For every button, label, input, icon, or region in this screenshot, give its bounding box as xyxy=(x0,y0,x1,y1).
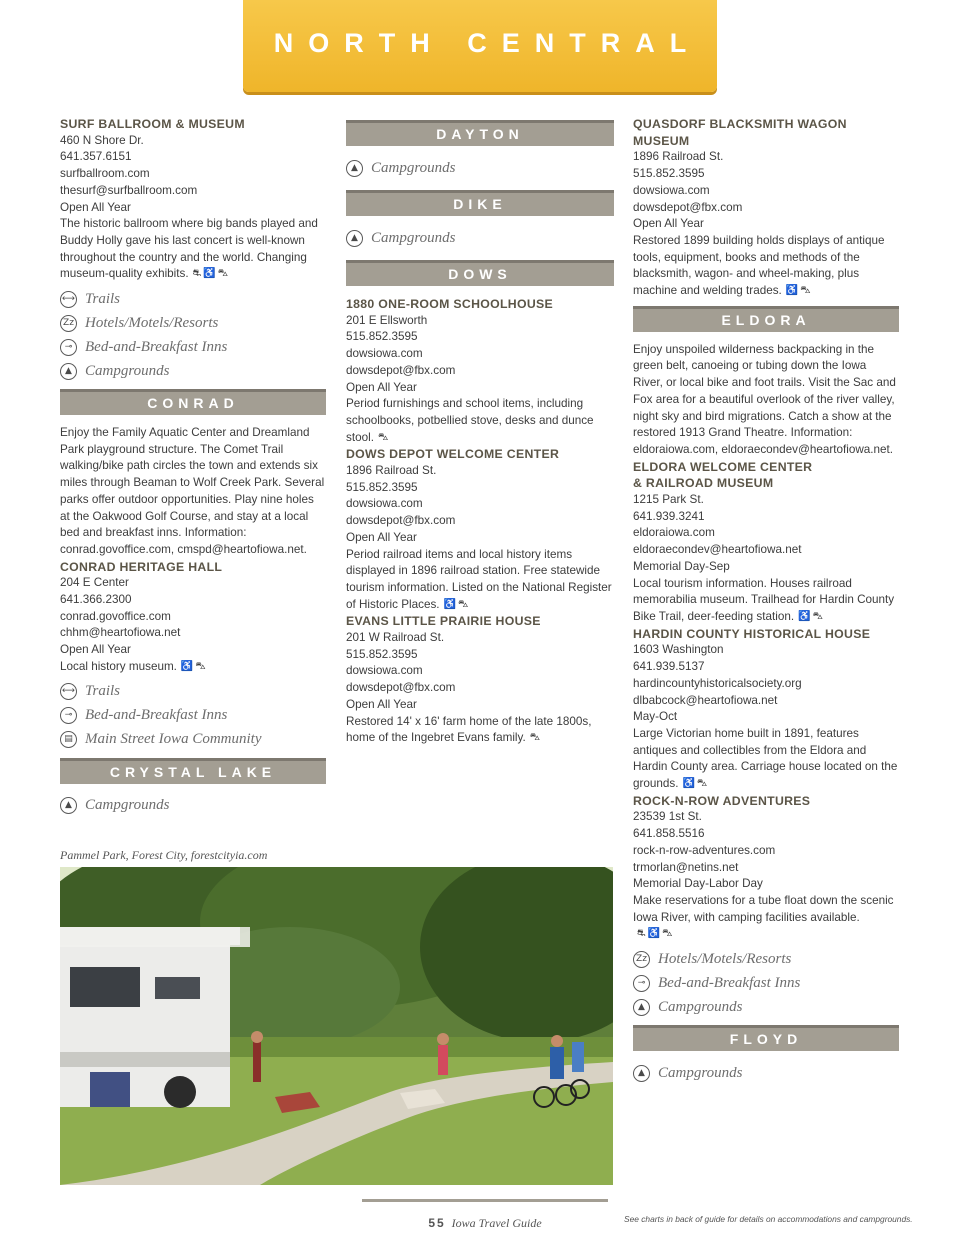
section-bar-eldora: ELDORA xyxy=(633,306,899,332)
listing-phone: 641.858.5516 xyxy=(633,827,705,841)
section-bar-conrad: CONRAD xyxy=(60,389,326,415)
photo-caption: Pammel Park, Forest City, forestcityia.com xyxy=(60,848,268,862)
description-text: Local tourism information. Houses railroad memorabilia museum. Trailhead for Hardin County Bike Trail, deer-feeding station. xyxy=(633,576,895,623)
listing-hours: Open All Year xyxy=(633,217,704,231)
tent-icon: ▲ xyxy=(60,363,77,380)
description-text: Restored 1899 building holds displays of antique tools, equipment, books and methods of the blacksmith, wagon- and wheel-making, plus machine and welding trades. xyxy=(633,233,885,298)
listing-email[interactable]: dowsdepot@fbx.com xyxy=(346,681,456,695)
listing-phone: 515.852.3595 xyxy=(346,480,418,494)
listing-hours: Open All Year xyxy=(346,530,417,544)
description-text: Local history museum. xyxy=(60,659,177,673)
listing-hardin-county-house xyxy=(633,626,899,793)
listing-dows-depot xyxy=(346,446,614,613)
link-campgrounds[interactable] xyxy=(346,156,614,180)
tent-icon: ▲ xyxy=(346,230,363,247)
listing-evans-house xyxy=(346,613,614,747)
listing-description xyxy=(346,547,614,614)
listing-description xyxy=(633,576,899,626)
amenity-icons: ⛍ xyxy=(529,732,543,744)
listing-hours: Memorial Day-Sep xyxy=(633,559,730,573)
listing-address: 201 E Ellsworth xyxy=(346,313,428,327)
listing-website[interactable]: dowsiowa.com xyxy=(346,347,423,361)
hotel-icon: Zz xyxy=(60,315,77,332)
description-text: Large Victorian home built in 1891, features antiques and collectibles from the Eldora and Hardin County area. Carriage house located on the grounds. xyxy=(633,726,898,791)
listing-address: 1603 Washington xyxy=(633,643,724,657)
link-bed-and-breakfast[interactable] xyxy=(60,704,326,728)
storefront-icon: ▤ xyxy=(60,731,77,748)
column-left xyxy=(60,116,326,818)
listing-address: 1896 Railroad St. xyxy=(633,150,724,164)
listing-schoolhouse xyxy=(346,296,614,446)
link-bed-and-breakfast[interactable] xyxy=(633,971,899,995)
listing-description xyxy=(633,726,899,793)
listing-website[interactable]: eldoraiowa.com xyxy=(633,526,715,540)
key-icon: ⊸ xyxy=(60,339,77,356)
listing-eldora-welcome-center xyxy=(633,459,899,626)
listing-phone: 641.939.5137 xyxy=(633,660,705,674)
link-main-street[interactable] xyxy=(60,728,326,752)
listing-description xyxy=(633,893,899,943)
listing-title: HARDIN COUNTY HISTORICAL HOUSE xyxy=(633,626,871,641)
listing-title: 1880 ONE-ROOM SCHOOLHOUSE xyxy=(346,297,554,311)
park-scene-illustration xyxy=(60,867,613,1185)
listing-website[interactable]: hardincountyhistoricalsociety.org xyxy=(633,676,802,690)
listing-email[interactable]: dowsdepot@fbx.com xyxy=(633,200,743,214)
description-text: Period railroad items and local history items displayed in 1896 railroad station. Free statewide tourism information. Listed on the National Register of Historic Places. xyxy=(346,547,612,611)
link-campgrounds[interactable] xyxy=(633,995,899,1019)
description-text: Period furnishings and school items, including schoolbooks, potbellied stove, desks and dunce stool. xyxy=(346,397,594,444)
listing-website[interactable]: dowsiowa.com xyxy=(346,664,423,678)
link-campgrounds[interactable] xyxy=(633,1061,899,1085)
listing-address: 201 W Railroad St. xyxy=(346,631,445,645)
listing-address: 23539 1st St. xyxy=(633,810,702,824)
description-text: Restored 14' x 16' farm home of the late 1800s, home of the Ingebret Evans family. xyxy=(346,714,592,745)
conrad-intro: Enjoy the Family Aquatic Center and Dreamland Park playground structure. The Comet Trail walking/bike path circles the town and extends six miles through Beaman to Wolf Creek Park. Several parks offer outdoor opportunities. Play nine holes at the Oakwood Golf Course, and stay at a local bed and breakfast inns. Information: conrad.govoffice.com, cmspd@heartofiowa.net. xyxy=(60,426,325,556)
link-trails[interactable] xyxy=(60,287,326,311)
footer-rule xyxy=(362,1199,608,1202)
listing-website[interactable]: dowsiowa.com xyxy=(633,183,710,197)
link-campgrounds[interactable] xyxy=(60,794,326,818)
listing-hours: Open All Year xyxy=(346,697,417,711)
listing-email[interactable]: dowsdepot@fbx.com xyxy=(346,363,456,377)
listing-website[interactable]: dowsiowa.com xyxy=(346,497,423,511)
trails-icon: ⟷ xyxy=(60,683,77,700)
link-hotels[interactable] xyxy=(60,311,326,335)
listing-email[interactable]: dlbabcock@heartofiowa.net xyxy=(633,693,778,707)
listing-hours: Memorial Day-Labor Day xyxy=(633,877,763,891)
region-header-tab xyxy=(243,0,717,92)
listing-description xyxy=(60,216,326,283)
listing-title: ROCK-N-ROW ADVENTURES xyxy=(633,793,811,808)
listing-hours: May-Oct xyxy=(633,710,678,724)
link-label: Campgrounds xyxy=(371,159,456,176)
listing-email[interactable]: dowsdepot@fbx.com xyxy=(346,514,456,528)
amenity-icons: ⛐♿⛍ xyxy=(637,928,675,940)
listing-title: SURF BALLROOM & MUSEUM xyxy=(60,117,245,131)
link-label: Campgrounds xyxy=(658,998,743,1015)
description-text: Make reservations for a tube float down the scenic Iowa River, with camping facilities available. xyxy=(633,893,894,924)
listing-title-continued: & RAILROAD MUSEUM xyxy=(633,476,774,491)
link-label: Hotels/Motels/Resorts xyxy=(85,314,219,331)
column-middle xyxy=(346,116,614,747)
listing-hours: Open All Year xyxy=(60,200,131,214)
listing-title: CONRAD HERITAGE HALL xyxy=(60,559,223,574)
listing-address: 1896 Railroad St. xyxy=(346,464,437,478)
tent-icon: ▲ xyxy=(346,160,363,177)
description-text: The historic ballroom where big bands played and Buddy Holly gave his last concert is well-known throughout the country and the world. Changing museum-quality exhibits. xyxy=(60,217,318,281)
hotel-icon: Zz xyxy=(633,951,650,968)
listing-title: QUASDORF BLACKSMITH WAGON MUSEUM xyxy=(633,117,847,148)
link-bed-and-breakfast[interactable] xyxy=(60,335,326,359)
section-bar-dows: DOWS xyxy=(346,260,614,286)
listing-phone: 641.357.6151 xyxy=(60,150,132,164)
tent-icon: ▲ xyxy=(60,797,77,814)
link-label: Bed-and-Breakfast Inns xyxy=(85,707,228,724)
link-campgrounds[interactable] xyxy=(346,226,614,250)
listing-rock-n-row xyxy=(633,793,899,943)
key-icon: ⊸ xyxy=(633,975,650,992)
link-trails[interactable] xyxy=(60,680,326,704)
link-label: Campgrounds xyxy=(658,1064,743,1081)
section-bar-dayton: DAYTON xyxy=(346,120,614,146)
listing-email[interactable]: thesurf@surfballroom.com xyxy=(60,183,198,197)
amenity-icons: ⛐♿⛍ xyxy=(192,268,231,280)
link-label: Bed-and-Breakfast Inns xyxy=(658,974,801,991)
listing-address: 204 E Center xyxy=(60,576,129,590)
section-bar-dike: DIKE xyxy=(346,190,614,216)
trails-icon: ⟷ xyxy=(60,291,77,308)
link-label: Campgrounds xyxy=(85,797,170,814)
listing-hours: Open All Year xyxy=(60,643,131,657)
listing-title: DOWS DEPOT WELCOME CENTER xyxy=(346,447,560,462)
listing-description xyxy=(346,396,614,446)
tent-icon: ▲ xyxy=(633,999,650,1016)
link-label: Campgrounds xyxy=(85,362,170,379)
amenity-icons: ♿⛍ xyxy=(682,778,710,790)
page-footer xyxy=(362,1216,608,1231)
listing-email[interactable]: trmorlan@netins.net xyxy=(633,860,739,874)
listing-phone: 515.852.3595 xyxy=(346,647,418,661)
listing-website[interactable]: conrad.govoffice.com xyxy=(60,609,171,623)
amenity-icons: ♿⛍ xyxy=(180,660,208,672)
guide-title: Iowa Travel Guide xyxy=(451,1216,542,1230)
listing-conrad-heritage-hall xyxy=(60,559,326,676)
amenity-icons: ⛍ xyxy=(377,431,391,443)
link-label: Trails xyxy=(85,290,121,307)
listing-website[interactable]: rock-n-row-adventures.com xyxy=(633,843,776,857)
listing-website[interactable]: surfballroom.com xyxy=(60,167,150,181)
amenity-icons: ♿⛍ xyxy=(798,610,825,622)
listing-quasdorf-museum xyxy=(633,116,899,300)
listing-phone: 641.939.3241 xyxy=(633,509,705,523)
link-label: Main Street Iowa Community xyxy=(85,731,262,748)
link-label: Bed-and-Breakfast Inns xyxy=(85,338,228,355)
listing-phone: 515.852.3595 xyxy=(633,167,705,181)
listing-email[interactable]: chhm@heartofiowa.net xyxy=(60,626,181,640)
listing-address: 460 N Shore Dr. xyxy=(60,133,144,147)
column-right xyxy=(633,116,899,1085)
listing-hours: Open All Year xyxy=(346,380,417,394)
link-label: Trails xyxy=(85,683,121,700)
tent-icon: ▲ xyxy=(633,1065,650,1082)
key-icon: ⊸ xyxy=(60,707,77,724)
link-label: Campgrounds xyxy=(371,229,456,246)
section-bar-floyd: FLOYD xyxy=(633,1025,899,1051)
listing-title: EVANS LITTLE PRAIRIE HOUSE xyxy=(346,614,541,629)
link-label: Hotels/Motels/Resorts xyxy=(658,950,792,967)
listing-description xyxy=(60,659,326,676)
park-photo xyxy=(60,867,613,1185)
page-number: 55 xyxy=(428,1216,446,1230)
link-hotels[interactable] xyxy=(633,947,899,971)
listing-description xyxy=(633,233,899,300)
eldora-intro: Enjoy unspoiled wilderness backpacking in the green belt, canoeing or tubing down the Iowa River, or local bike and foot trails. Visit the Sac and Fox area for a beautiful overlook of the river valley, night sky and bird migrations. Catch a show at the restored 1913 Grand Theatre. Information: eldoraiowa.com, eldoraecondev@heartofiowa.net. xyxy=(633,342,896,456)
listing-phone: 641.366.2300 xyxy=(60,593,132,607)
listing-description xyxy=(346,714,614,747)
link-campgrounds[interactable] xyxy=(60,359,326,383)
listing-phone: 515.852.3595 xyxy=(346,330,418,344)
amenity-icons: ♿⛍ xyxy=(785,285,813,297)
listing-email[interactable]: eldoraecondev@heartofiowa.net xyxy=(633,543,802,557)
chart-footnote: See charts in back of guide for details on accommodations and campgrounds. xyxy=(624,1214,913,1224)
amenity-icons: ♿⛍ xyxy=(443,598,471,610)
listing-surf-ballroom xyxy=(60,116,326,283)
listing-title: ELDORA WELCOME CENTER xyxy=(633,459,813,474)
listing-address: 1215 Park St. xyxy=(633,493,704,507)
region-title: NORTH CENTRAL xyxy=(273,28,702,58)
section-bar-crystal-lake: CRYSTAL LAKE xyxy=(60,758,326,784)
